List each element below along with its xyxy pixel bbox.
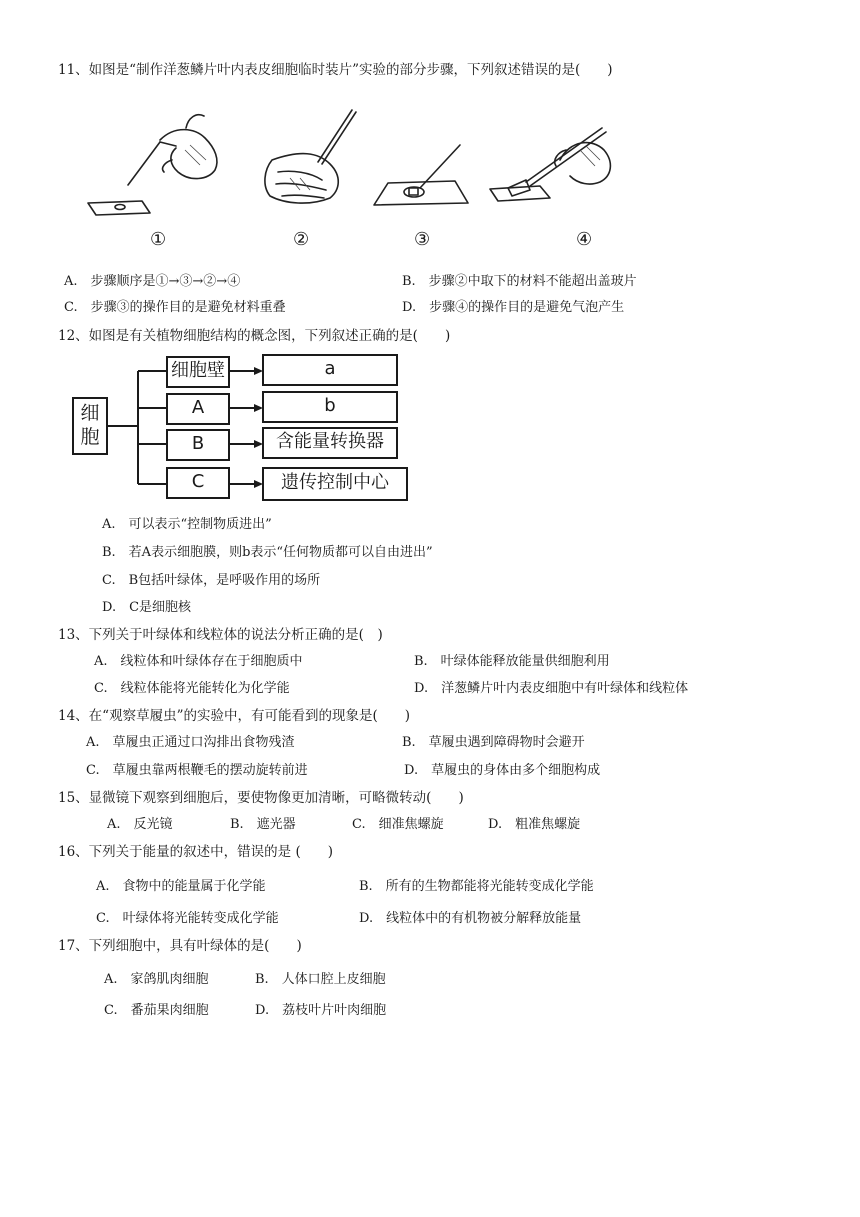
q15-stem: 15、显微镜下观察到细胞后，要使物像更加清晰，可略微转动( ) bbox=[58, 790, 464, 806]
concept-right-2: b bbox=[324, 395, 336, 416]
q14-option-d[interactable]: D. 草履虫的身体由多个细胞构成 bbox=[404, 763, 601, 778]
q14-option-a[interactable]: A. 草履虫正通过口沟排出食物残渣 bbox=[86, 735, 295, 750]
q12-stem: 12、如图是有关植物细胞结构的概念图，下列叙述正确的是( ) bbox=[58, 328, 451, 344]
concept-left-1: 细胞壁 bbox=[171, 360, 225, 381]
q13-option-a[interactable]: A. 线粒体和叶绿体存在于细胞质中 bbox=[94, 654, 303, 669]
q14-stem: 14、在“观察草履虫”的实验中，有可能看到的现象是( ) bbox=[58, 708, 411, 724]
step-label-3: ③ bbox=[414, 229, 431, 250]
q11-option-b[interactable]: B. 步骤②中取下的材料不能超出盖玻片 bbox=[402, 274, 637, 289]
step-label-1: ① bbox=[150, 229, 167, 250]
q16-option-c[interactable]: C. 叶绿体将光能转变成化学能 bbox=[96, 911, 279, 926]
concept-left-2: A bbox=[191, 397, 205, 418]
q15-option-a[interactable]: A. 反光镜 bbox=[107, 817, 173, 832]
step-label-2: ② bbox=[293, 229, 310, 250]
concept-left-3: B bbox=[191, 433, 205, 454]
q17-option-a[interactable]: A. 家鸽肌肉细胞 bbox=[104, 972, 209, 987]
q12-concept-map bbox=[0, 0, 860, 520]
q17-option-c[interactable]: C. 番茄果肉细胞 bbox=[104, 1003, 209, 1018]
q17-stem: 17、下列细胞中，具有叶绿体的是( ) bbox=[58, 938, 302, 954]
q14-option-c[interactable]: C. 草履虫靠两根鞭毛的摆动旋转前进 bbox=[86, 763, 308, 778]
q13-option-b[interactable]: B. 叶绿体能释放能量供细胞利用 bbox=[414, 654, 610, 669]
q15-option-c[interactable]: C. 细准焦螺旋 bbox=[352, 817, 444, 832]
concept-root: 细胞 bbox=[80, 402, 100, 448]
q12-option-c[interactable]: C. B包括叶绿体，是呼吸作用的场所 bbox=[102, 573, 321, 588]
concept-left-4: C bbox=[191, 471, 205, 492]
q17-option-d[interactable]: D. 荔枝叶片叶肉细胞 bbox=[255, 1003, 387, 1018]
q13-stem: 13、下列关于叶绿体和线粒体的说法分析正确的是( ) bbox=[58, 627, 383, 643]
q16-option-a[interactable]: A. 食物中的能量属于化学能 bbox=[96, 879, 266, 894]
q16-option-b[interactable]: B. 所有的生物都能将光能转变成化学能 bbox=[359, 879, 594, 894]
q11-option-c[interactable]: C. 步骤③的操作目的是避免材料重叠 bbox=[64, 300, 286, 315]
q11-option-d[interactable]: D. 步骤④的操作目的是避免气泡产生 bbox=[402, 300, 625, 315]
concept-right-4: 遗传控制中心 bbox=[281, 472, 389, 493]
q16-option-d[interactable]: D. 线粒体中的有机物被分解释放能量 bbox=[359, 911, 582, 926]
q14-option-b[interactable]: B. 草履虫遇到障碍物时会避开 bbox=[402, 735, 585, 750]
q13-option-c[interactable]: C. 线粒体能将光能转化为化学能 bbox=[94, 681, 290, 696]
q12-option-a[interactable]: A. 可以表示“控制物质进出” bbox=[102, 517, 272, 532]
q16-stem: 16、下列关于能量的叙述中，错误的是 ( ) bbox=[58, 844, 334, 860]
q11-option-a[interactable]: A. 步骤顺序是①→③→②→④ bbox=[64, 274, 241, 289]
concept-right-1: a bbox=[324, 358, 336, 379]
step-label-4: ④ bbox=[576, 229, 593, 250]
q12-option-d[interactable]: D. C是细胞核 bbox=[102, 600, 192, 615]
q12-option-b[interactable]: B. 若A表示细胞膜，则b表示“任何物质都可以自由进出” bbox=[102, 545, 433, 560]
q15-option-d[interactable]: D. 粗准焦螺旋 bbox=[488, 817, 581, 832]
q11-stem: 11、如图是“制作洋葱鳞片叶内表皮细胞临时装片”实验的部分步骤，下列叙述错误的是( ) bbox=[58, 62, 613, 78]
q15-option-b[interactable]: B. 遮光器 bbox=[230, 817, 296, 832]
concept-right-3: 含能量转换器 bbox=[276, 431, 384, 452]
q13-option-d[interactable]: D. 洋葱鳞片叶内表皮细胞中有叶绿体和线粒体 bbox=[414, 681, 689, 696]
q17-option-b[interactable]: B. 人体口腔上皮细胞 bbox=[255, 972, 386, 987]
